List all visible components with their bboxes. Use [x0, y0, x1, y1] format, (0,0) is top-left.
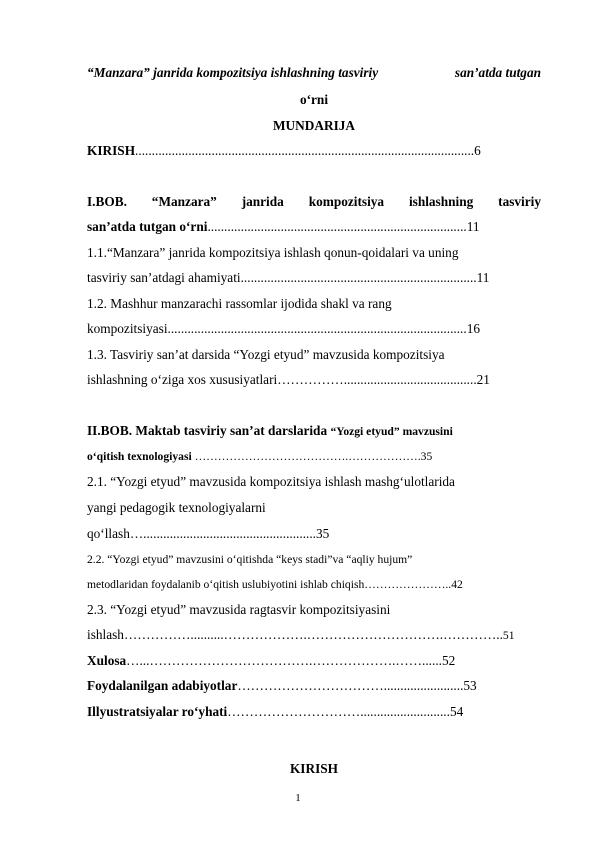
toc-page-number: 42 [451, 578, 463, 591]
toc-leader: .......................................................................................... [167, 321, 467, 336]
toc-entry-kirish-label: KIRISH [87, 143, 136, 158]
toc-entry-bob2-line-1[interactable] [87, 422, 541, 441]
toc-entry-2-2-line-2[interactable] [87, 576, 541, 594]
page-number: 1 [295, 792, 301, 804]
toc-word: kompozitsiya [308, 194, 385, 209]
toc-entry-foydalanilgan-adabiyotlar[interactable] [87, 677, 541, 695]
toc-page-number: 54 [449, 704, 464, 719]
toc-entry-bob2-line-2[interactable] [87, 447, 541, 466]
toc-leader: …...……………………………….……………….……...... [126, 653, 442, 668]
document-title-line-1 [87, 64, 541, 82]
toc-entry-label: ishlashning o‘ziga xos xususiyatlari [87, 372, 278, 387]
toc-leader: ...................................................................................................... [135, 143, 475, 158]
toc-page-number: 16 [466, 321, 480, 336]
toc-word: tasviriy [498, 194, 541, 209]
toc-page-number: 21 [476, 372, 490, 387]
toc-entry-2-3-line-2[interactable] [87, 626, 541, 645]
toc-entry-kirish[interactable] [87, 142, 541, 160]
toc-page-number: 35 [316, 526, 330, 541]
toc-entry-2-3-line-1[interactable]: 2.3. “Yozgi etyud” mavzusida ragtasvir kompozitsiyasini [87, 602, 391, 617]
toc-entry-bob1-line-2[interactable] [87, 218, 541, 236]
toc-leader: .............................................................................. [207, 219, 467, 234]
toc-leader: ….................................................... [129, 526, 316, 541]
toc-page-number: 52 [441, 653, 456, 668]
toc-entry-label: kompozitsiyasi [87, 321, 168, 336]
document-title-part-a: “Manzara” janrida kompozitsiya ishlashning tasviriy [87, 65, 379, 80]
document-title-line-2: o‘rni [299, 92, 329, 107]
toc-leader: ....................................................................... [240, 270, 477, 285]
toc-entry-label: metodlaridan foydalanib o‘qitish uslubiyotini ishlab chiqish [87, 578, 365, 591]
toc-entry-1-1-line-1[interactable]: 1.1.“Manzara” janrida kompozitsiya ishlash qonun-qoidalari va uning [87, 245, 459, 260]
toc-entry-illyustratsiyalar[interactable] [87, 703, 541, 721]
toc-heading: MUNDARIJA [273, 118, 355, 133]
toc-entry-1-3-line-2[interactable] [87, 371, 541, 389]
toc-word: ishlashning [408, 194, 474, 209]
toc-entry-label: san’atda tutgan o‘rni [87, 219, 208, 234]
toc-word: I.BOB. [87, 194, 127, 209]
toc-entry-1-2-line-1[interactable]: 1.2. Mashhur manzarachi rassomlar ijodida shakl va rang [87, 296, 392, 311]
toc-leader: …………………………........................... [227, 704, 450, 719]
toc-leader: ………………………………….………………. [191, 450, 421, 463]
document-title-part-b: san’atda tutgan [454, 65, 541, 80]
toc-entry-1-1-line-2[interactable] [87, 269, 541, 287]
toc-entry-label: II.BOB. Maktab tasviriy san’at darslarida [87, 423, 331, 438]
toc-page-number: 6 [474, 143, 481, 158]
toc-entry-xulosa[interactable] [87, 652, 541, 670]
toc-entry-label-small: “Yozgi etyud” mavzusini [330, 425, 453, 438]
toc-leader: ……………..........……………….………………………….………….. [123, 627, 503, 642]
toc-page-number: 11 [466, 219, 480, 234]
toc-leader: ………………….. [364, 578, 452, 591]
toc-page-number: 11 [476, 270, 490, 285]
toc-page-number: 51 [502, 629, 515, 642]
toc-page-number: 35 [420, 450, 433, 463]
toc-entry-label: Illyustratsiyalar ro‘yhati [87, 704, 228, 719]
toc-entry-2-1-line-1[interactable]: 2.1. “Yozgi etyud” mavzusida kompozitsiya ishlash mashg‘ulotlarida [87, 474, 455, 489]
toc-entry-label: qo‘llash [87, 526, 130, 541]
toc-entry-label: o‘qitish texnologiyasi [87, 450, 192, 463]
toc-entry-1-2-line-2[interactable] [87, 320, 541, 338]
toc-page-number: 53 [463, 678, 477, 693]
section-heading-kirish: KIRISH [289, 761, 339, 776]
toc-entry-label: Xulosa [87, 653, 127, 668]
toc-entry-2-2-line-1[interactable]: 2.2. “Yozgi etyud” mavzusini o‘qitishda “keys stadi”va “aqliy hujum” [87, 553, 413, 566]
toc-entry-label: tasviriy san’atdagi ahamiyati [87, 270, 241, 285]
toc-leader: ……………………………........................ [237, 678, 464, 693]
toc-leader: ……………........................................ [277, 372, 477, 387]
toc-word: janrida [241, 194, 284, 209]
toc-entry-2-1-line-3[interactable] [87, 525, 541, 543]
toc-entry-label: ishlash [87, 627, 124, 642]
toc-entry-bob1-line-1[interactable] [87, 193, 541, 211]
toc-entry-label: Foydalanilgan adabiyotlar [87, 678, 238, 693]
toc-entry-2-1-line-2[interactable]: yangi pedagogik texnologiyalarni [87, 500, 266, 515]
toc-word: “Manzara” [151, 194, 217, 209]
toc-entry-1-3-line-1[interactable]: 1.3. Tasviriy san’at darsida “Yozgi etyud” mavzusida kompozitsiya [87, 347, 445, 362]
